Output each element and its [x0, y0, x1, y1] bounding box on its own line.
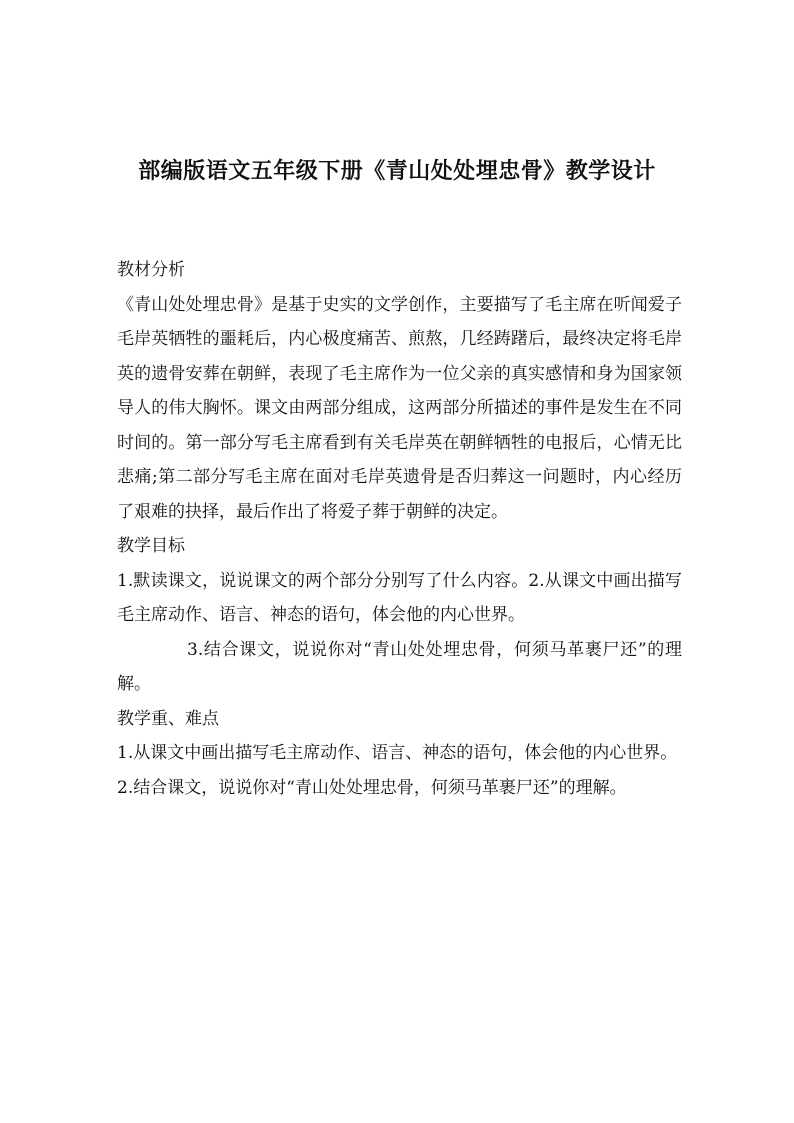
analysis-paragraph: 《青山处处埋忠骨》是基于史实的文学创作，主要描写了毛主席在听闻爱子毛岸英牺牲的噩耗后，内心极度痛苦、煎熬，几经踌躇后，最终决定将毛岸英的遗骨安葬在朝鲜，表现了毛主席作为一位父亲的真实感情和身为国家领导人的伟大胸怀。课文由两部分组成，这两部分所描述的事件是发生在不同时间的。第一部分写毛主席看到有关毛岸英在朝鲜牺牲的电报后，心情无比悲痛;第二部分写毛主席在面对毛岸英遗骨是否归葬这一问题时，内心经历了艰难的抉择，最后作出了将爱子葬于朝鲜的决定。	[117, 294, 682, 522]
key-point-item-2: 2.结合课文，说说你对“青山处处埋忠骨，何须马革裹尸还”的理解。	[117, 777, 627, 798]
section-heading-key-points: 教学重、难点	[117, 708, 219, 729]
goals-item-1-2: 1.默读课文，说说课文的两个部分分别写了什么内容。2.从课文中画出描写毛主席动作、语言、神态的语句，体会他的内心世界。	[117, 570, 682, 625]
key-point-item-1: 1.从课文中画出描写毛主席动作、语言、神态的语句，体会他的内心世界。	[117, 743, 678, 763]
goals-item-3: 3.结合课文，说说你对“青山处处埋忠骨，何须马革裹尸还”的理解。	[117, 639, 682, 694]
document-title: 部编版语文五年级下册《青山处处埋忠骨》教学设计	[138, 159, 656, 184]
document-body	[117, 253, 682, 805]
section-heading-goals: 教学目标	[117, 536, 185, 556]
section-heading-analysis: 教材分析	[117, 260, 185, 280]
